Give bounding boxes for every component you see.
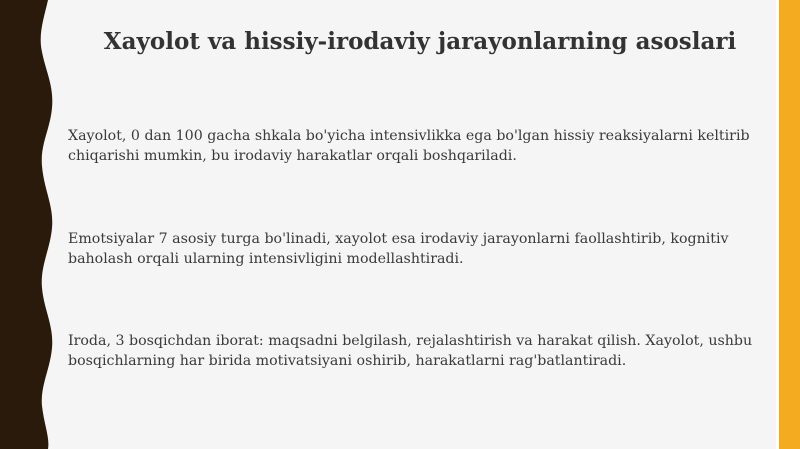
slide-title: Xayolot va hissiy-irodaviy jarayonlarning asoslari [103, 28, 737, 55]
right-accent-bar [779, 0, 800, 449]
paragraph-imagination-intensity: Xayolot, 0 dan 100 gacha shkala bo'yicha intensivlikka ega bo'lgan hissiy reaksiyalarni keltirib chiqarishi mumkin, bu irodaviy harakatlar orqali boshqariladi. [68, 128, 750, 164]
left-wave-decoration [0, 0, 70, 449]
paragraph-emotion-types: Emotsiyalar 7 asosiy turga bo'linadi, xayolot esa irodaviy jarayonlarni faollashtirib, kognitiv baholash orqali ularning intensivligini modellashtiradi. [68, 231, 729, 267]
paragraph-will-stages: Iroda, 3 bosqichdan iborat: maqsadni belgilash, rejalashtirish va harakat qilish. Xayolot, ushbu bosqichlarning har birida motivatsiyani oshirib, harakatlarni rag'batlantiradi. [68, 333, 753, 369]
left-wave-shape [0, 0, 52, 449]
